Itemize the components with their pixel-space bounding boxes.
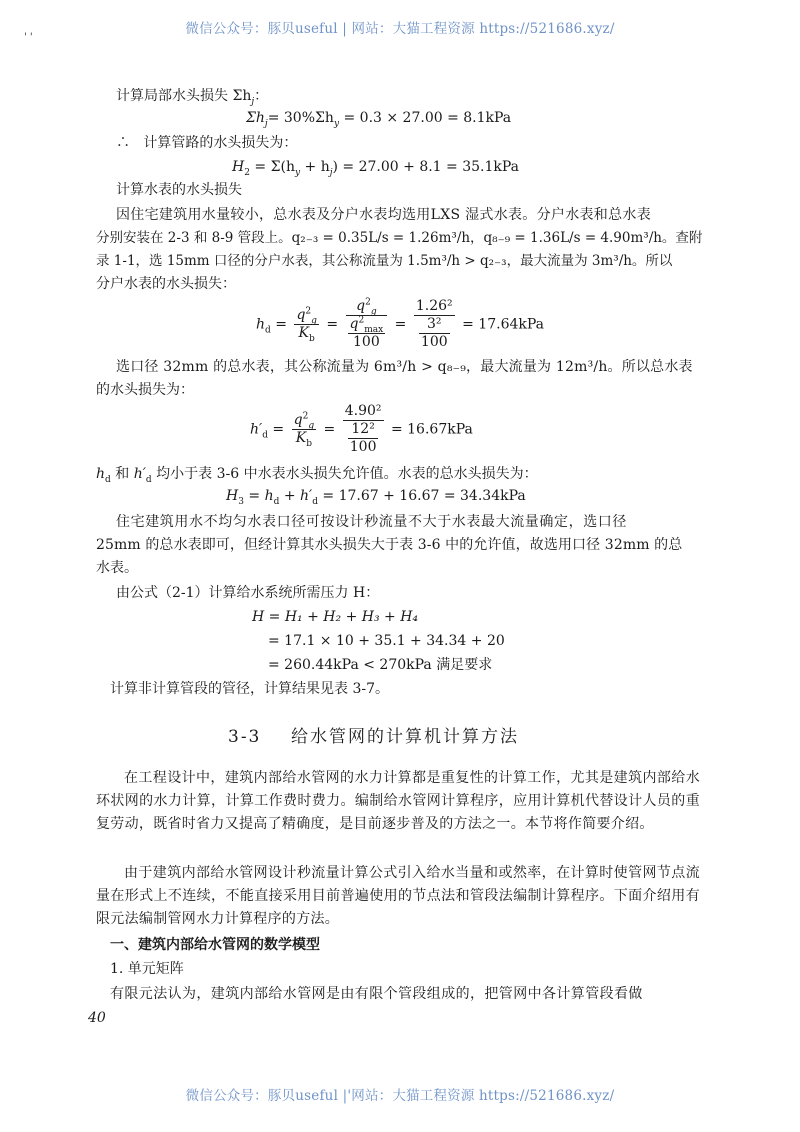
and: 和: [110, 466, 134, 482]
eq-lhs-sub: d: [265, 325, 271, 336]
section-heading: [228, 722, 519, 747]
eq-lhs-sub: d: [262, 430, 268, 441]
num: 12²: [348, 421, 379, 439]
eq-lhs: h′: [250, 421, 263, 438]
fraction-1: [292, 412, 316, 447]
sub: 3: [238, 496, 244, 507]
eq-sub: y: [333, 118, 340, 129]
eq-mid: = 30%Σh: [267, 110, 334, 126]
sub: g: [308, 420, 315, 431]
hd: = h: [243, 488, 274, 504]
equation-h3: [226, 486, 526, 506]
fraction-3: [414, 298, 455, 351]
sub: j: [251, 96, 255, 107]
num: 3²: [419, 316, 450, 334]
meters-line-3: 录 1-1，选 15mm 口径的分户水表，其公称流量为 1.5m³/h > q₂₋₃，最大流量为 3m³/h。所以: [96, 253, 673, 269]
K: K: [295, 430, 307, 446]
pipe-loss-label: 计算管路的水头损失为：: [143, 135, 298, 151]
pressure-eq-1: H = H₁ + H₂ + H₃ + H₄: [252, 609, 419, 625]
sub-y: y: [294, 167, 301, 178]
equation-pipe-loss: [232, 157, 519, 177]
sup: 2: [302, 411, 309, 422]
pressure-eq-3: = 260.44kPa < 270kPa 满足要求: [268, 657, 493, 673]
meters-line-2: 分别安装在 2-3 和 8-9 管段上。q₂₋₃ = 0.35L/s = 1.26m³/h，q₈₋₉ = 1.36L/s = 4.90m³/h。查附: [96, 230, 703, 246]
total-meter-line-2: 的水头损失为：: [96, 382, 194, 398]
intro-paragraph: 在工程设计中，建筑内部给水管网的水力计算都是重复性的计算工作，尤其是建筑内部给水环状网的水力计算，计算工作费时费力。编制给水管网计算程序，应用计算机代替设计人员的重复劳动，既省时省力又提高了精确度，是目前逐步普及的方法之一。本节将作简要介绍。: [96, 770, 700, 832]
num: 1.26²: [415, 298, 453, 314]
hpd: h′: [133, 466, 146, 482]
meters-line-4: 分户水表的水头损失：: [96, 276, 236, 292]
section-number: 3-3: [228, 727, 262, 747]
sup: 2: [305, 306, 312, 317]
choose-line-2: 25mm 的总水表即可，但经计算其水头损失大于表 3-6 中的允许值，故选用口径 32mm 的总: [96, 537, 683, 553]
subheading-element-matrix: 1. 单元矩阵: [110, 961, 184, 977]
eq-lhs: Σh: [246, 110, 265, 126]
sub: d: [312, 496, 318, 507]
eq-lhs-sub: 2: [244, 167, 250, 178]
last-line: 有限元法认为，建筑内部给水管网是由有限个管段组成的，把管网中各计算管段看做: [110, 986, 643, 1002]
sub: b: [309, 333, 315, 344]
q: q: [296, 307, 306, 323]
H: H: [226, 488, 239, 504]
hpd: + h′: [279, 488, 313, 504]
rest: = 17.67 + 16.67 = 34.34kPa: [317, 488, 526, 504]
eq-lhs-sub: j: [264, 118, 268, 129]
fraction-2: [343, 403, 384, 456]
den: 100: [420, 334, 448, 350]
eq-result: = 16.67kPa: [390, 421, 473, 438]
watermark-bottom: 微信公众号：豚贝useful |'网站：大猫工程资源 https://521686.xyz/: [185, 1088, 615, 1104]
section-title: 给水管网的计算机计算方法: [291, 727, 520, 747]
method-paragraph: 由于建筑内部给水管网设计秒流量计算公式引入给水当量和或然率，在计算时使管网节点流量在形式上不连续，不能直接采用目前普遍使用的节点法和管段法编制计算程序。下面介绍用有限元法编制管网水力计算程序的方法。: [96, 865, 700, 927]
sup: 2: [358, 315, 365, 326]
sub: b: [306, 438, 312, 449]
pressure-eq-2: = 17.1 × 10 + 35.1 + 34.34 + 20: [268, 633, 505, 649]
fraction-2: [346, 298, 388, 351]
sub: max: [364, 324, 384, 335]
den: 100: [353, 334, 380, 350]
fraction-1: [294, 307, 318, 342]
choose-line-3: 水表。: [96, 560, 138, 576]
page-number: 40: [88, 1010, 106, 1026]
eq-mid: = Σ(h: [249, 159, 295, 175]
rest: 均小于表 3-6 中水表水头损失允许值。水表的总水头损失为：: [151, 466, 538, 482]
colon: ：: [254, 88, 269, 104]
equation-hd: $h_d$ = $\frac{q^2_g}{K_b}$ = $\frac{q^2_g}{\frac{q^2_{max}}{100}}$ = $\frac{\text{1.26²}}{\frac{\text{3²}}{100}}$ = 17.64kPa: [256, 297, 545, 350]
therefore-line: [116, 133, 297, 153]
total-meter-line-1: 选口径 32mm 的总水表，其公称流量为 6m³/h > q₈₋₉，最大流量为 12m³/h。所以总水表: [116, 359, 693, 375]
K: K: [298, 325, 310, 341]
local-loss-label: [116, 86, 268, 106]
eq-rest: = 0.3 × 27.00 = 8.1kPa: [339, 110, 512, 126]
non-calc-line: 计算非计算管段的管径，计算结果见表 3-7。: [110, 681, 389, 697]
sub-j: j: [329, 167, 333, 178]
q: q: [356, 298, 366, 314]
choose-line-1: 住宅建筑用水不均匀水表口径可按设计秒流量不大于水表最大流量确定，选口径: [116, 514, 627, 530]
q: q: [349, 316, 359, 332]
subheading-math-model: 一、建筑内部给水管网的数学模型: [110, 937, 320, 953]
sub: d: [105, 474, 111, 485]
scan-mark: ' ': [24, 32, 33, 43]
num: 4.90²: [344, 403, 382, 419]
eq-plus: + h: [300, 159, 330, 175]
watermark-top: 微信公众号：豚贝useful | 网站：大猫工程资源 https://521686.xyz/: [185, 21, 615, 37]
equation-hpd: $h'_d$ = $\frac{q^2_g}{K_b}$ = $\frac{\text{4.90²}}{\frac{\text{12²}}{100}}$ = 16.67kPa: [250, 403, 473, 455]
sub: g: [311, 315, 317, 326]
equation-local-loss: [246, 108, 511, 128]
label-text: 计算局部水头损失 Σh: [116, 88, 252, 104]
sup: 2: [365, 297, 371, 308]
pressure-intro: 由公式（2-1）计算给水系统所需压力 H：: [116, 585, 380, 601]
eq-lhs: h: [256, 316, 266, 333]
sub: d: [273, 496, 280, 507]
therefore-symbol: ∴: [116, 135, 130, 151]
eq-result: = 17.64kPa: [462, 316, 545, 333]
eq-lhs: H: [232, 159, 245, 175]
sub: d: [145, 474, 152, 485]
meters-line-1: 因住宅建筑用水量较小，总水表及分户水表均选用LXS 湿式水表。分户水表和总水表: [116, 207, 652, 223]
q: q: [293, 412, 303, 428]
den: 100: [349, 439, 377, 455]
hd: h: [96, 466, 106, 482]
meter-loss-heading: 计算水表的水头损失: [116, 182, 242, 198]
allowance-line: [96, 464, 538, 484]
sub: g: [370, 306, 377, 317]
eq-rest: ) = 27.00 + 8.1 = 35.1kPa: [332, 159, 520, 175]
